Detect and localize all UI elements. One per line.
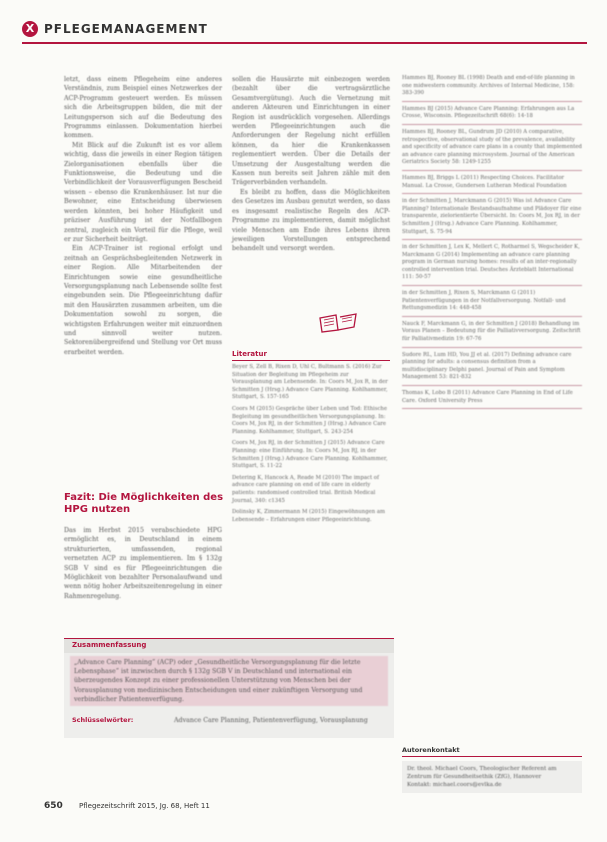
summary-header (64, 638, 394, 653)
reference-item: Hammes BJ, Rooney BL (1998) Death and end-of-life planning in one midwestern community. Archives of Internal Medicine, 158: 383-390 (402, 75, 582, 102)
reference-item: Nauck F, Marckmann G, in der Schmitten J (2018) Behandlung im Voraus Planen – Bedeutung für die Palliativversorgung. Zeitschrift für Palliativmedizin 19: 67-76 (402, 321, 582, 348)
author-email: Kontakt: michael.coors@evlka.de (407, 782, 502, 788)
summary-heading: Zusammenfassung (72, 641, 147, 649)
paragraph: Ein ACP-Trainer ist regional erfolgt und zeitnah an Gesprächsbegleitenden Netzwerk in einer Region. Alle Mitarbeitenden der Einrichtungen sowie eine gesundheitliche Versorgungsplanung nach Lebensende sollte fest eingebunden sein. Die Pflegeeinrichtung dafür mit den Hausärzten zusammen arbeiten, um die Dokumentation sowohl zu sorgen, die wichtigsten Erfahrungen weiter mit einzuordnen und sinnvoll weiter nutzen. Sektorenübergreifend und Stellung vor Ort muss erarbeitet werden. (64, 245, 222, 356)
section-header (22, 20, 587, 44)
reference-item: in der Schmitten J, Rixen S, Marckmann G (2011) Patientenverfügungen in der Notfallversorgung. Notfall- und Rettungsmedizin 14: 448-458 (402, 290, 582, 317)
reference-item: Hammes BJ, Briggs L (2011) Respecting Choices. Facilitator Manual. La Crosse, Gundersen Lutheran Medical Foundation (402, 175, 582, 194)
page-number: 650 (44, 801, 63, 811)
literature-list (232, 364, 390, 528)
reference-item: in der Schmitten J, Lex K, Mellert C, Rotharmel S, Wegscheider K, Marckmann G (2014) Implementing an advance care planning program in German nursing homes: results of an inter-regionally controlled intervention trial. Deutsches Ärzteblatt International 111: 50-57 (402, 244, 582, 286)
logo-icon: X (22, 21, 38, 37)
keywords-text: Advance Care Planning, Patientenverfügung, Vorausplanung (174, 717, 368, 724)
reference-item: Hammes BJ (2015) Advance Care Planning: Erfahrungen aus La Crosse, Wisconsin. Pflegezeitschrift 68(6): 14-18 (402, 106, 582, 125)
reference-item: Coors M (2015) Gespräche über Leben und Tod: Ethische Begleitung im gesundheitlichen Versorgungsplanung. In: Coors M, Jox RJ, in der Schmitten J (Hrsg.) Advance Care Planning. Kohlhammer, Stuttgart, S. 243-254 (232, 405, 387, 435)
fazit-heading: Fazit: Die Möglichkeiten des HPG nutzen (64, 492, 224, 515)
keywords-label: Schlüsselwörter: (72, 716, 134, 724)
reference-item: Thomas K, Lobo B (2011) Advance Care Planning in End of Life Care. Oxford University Press (402, 390, 582, 409)
author-line: Dr. theol. Michael Coors, Theologischer Referent am Zentrum für Gesundheitsethik (ZfG), Hannover (407, 766, 557, 780)
reference-item: Dolinsky K, Zimmermann M (2015) Eingewöhnungen am Lebensende – Erfahrungen einer Pflegeeinrichtung. (232, 509, 386, 523)
reference-item: Detering K, Hancock A, Reade M (2010) The impact of advance care planning on end of life care in elderly patients: randomised controlled trial. British Medical Journal, 340: c1345 (232, 474, 379, 504)
author-contact (402, 746, 582, 793)
summary-text: „Advance Care Planning“ (ACP) oder „Gesundheitliche Versorgungsplanung für die letzte Lebensphase“ ist inzwischen durch § 132g SGB V in Deutschland und international ein überzeugendes Konzept zu einer professionellen Unterstützung von Menschen bei der Vorausplanung von medizinischen Entscheidungen und einer zukünftigen Versorgung und verbindlicher Patientenverfügung. (70, 656, 388, 706)
divider (232, 360, 390, 361)
journal-info: Pflegezeitschrift 2015, Jg. 68, Heft 11 (79, 802, 210, 810)
paragraph: Es bleibt zu hoffen, dass die Möglichkeiten des Gesetzes im Ausbau genutzt werden, so dass es insgesamt realistische Regeln des ACP-Programme zu implementieren, damit möglichst viele Menschen am Ende ihres Lebens ihren jeweiligen Vorstellungen entsprechend behandelt und versorgt werden. (232, 188, 390, 253)
paragraph: Mit Blick auf die Zukunft ist es vor allem wichtig, dass die jeweils in einer Region tätigen Zielorganisationen ebenfalls über die Funktionsweise, die Bedeutung und die Verbindlichkeit der Vorausverfügungen Bescheid wissen – ebenso die Krankenhäuser. Ist nur die Bewohner, eine Entscheidung überwiesen werden könnten, bei hoher Häufigkeit und präziser Ausführung ist der Notfallbogen zentral, zugleich ein Vorteil für die Pflege, weil er zur Sicherheit beiträgt. (64, 141, 222, 243)
body-column-1 (64, 75, 222, 357)
paragraph: letzt, dass einem Pflegeheim eine anderes Verständnis, zum Beispiel eines Netzwerkes der ACP-Programm gesteuert werden. Es müssen sich die Arbeitsgruppen bilden, die mit der Leitungsperson sich auf die Bedeutung des Programms einlassen. Dokumentation hierbei kommen. (64, 76, 222, 140)
author-heading: Autorenkontakt (402, 746, 582, 757)
paragraph: sollen die Hausärzte mit einbezogen werden (bezahlt über die vertragsärztliche Gesamtvergütung). Auch die Vernetzung mit anderen Akteuren und Einrichtungen in einer Region ist ausdrücklich vorgesehen. Allerdings werden Pflegeeinrichtungen auch die Anforderungen der Regelung nicht erfüllen können, da hier die Krankenkassen reglementiert werden. Über die Details der Umsetzung der Ausgestaltung werden die Kassen nun bereits seit Jahren zähle mit den Trägerverbänden verhandeln. (232, 76, 390, 187)
summary-box (64, 638, 394, 738)
reference-item: Beyer S, Zell B, Rixen D, Uhl C, Bultmann S. (2016) Zur Situation der Begleitung im Pflegeheim zur Vorausplanung am Lebensende. In: Coors M, Jox R, in der Schmitten J (Hrsg.) Advance Care Planning. Kohlhammer, Stuttgart, S. 157-165 (232, 364, 388, 401)
reference-item: Sudore RL, Lum HD, You JJ et al. (2017) Defining advance care planning for adults: a consensus definition from a multidisciplinary Delphi panel. Journal of Pain and Symptom Management 53: 821-832 (402, 352, 582, 386)
reference-item: Coors M, Jox RJ, in der Schmitten J (2015) Advance Care Planning: eine Einführung. In: Coors M, Jox RJ, in der Schmitten J (Hrsg.) Advance Care Planning. Kohlhammer, Stuttgart, S. 11-22 (232, 440, 388, 470)
body-column-2 (232, 75, 390, 254)
page-footer (44, 801, 210, 811)
reference-column-3 (402, 75, 582, 413)
reference-item: Hammes BJ, Rooney BL, Gundrum JD (2010) A comparative, retrospective, observational study of the prevalence, availability and specificity of advance care plans in a county that implemented an advance care planning microsystem. Journal of the American Geriatrics Society 58: 1249-1255 (402, 129, 582, 171)
reference-item: in der Schmitten J, Marckmann G (2015) Was ist Advance Care Planning? Internationale Bestandsaufnahme und Plädoyer für eine transparente, zielorientierte Übersicht. In: Coors M, Jox RJ, in der Schmitten J (Hrsg.) Advance Care Planning. Kohlhammer, Stuttgart, S. 75-94 (402, 198, 582, 240)
open-book-icon (318, 312, 358, 334)
section-title: PFLEGEMANAGEMENT (44, 22, 208, 36)
paragraph: Das im Herbst 2015 verabschiedete HPG ermöglicht es, in Deutschland in einem strukturierten, umfassenden, regional vernetzten ACP zu implementieren. Im § 132g SGB V sind es für Pflegeeinrichtungen die Möglichkeit von bezahlter Personalaufwand und wenn nötig hoher Arbeitszeitenregelung in einer Rahmenregelung. (64, 527, 222, 600)
literature-heading: Literatur (232, 350, 267, 358)
body-column-1b (64, 526, 222, 601)
author-box (402, 761, 582, 793)
